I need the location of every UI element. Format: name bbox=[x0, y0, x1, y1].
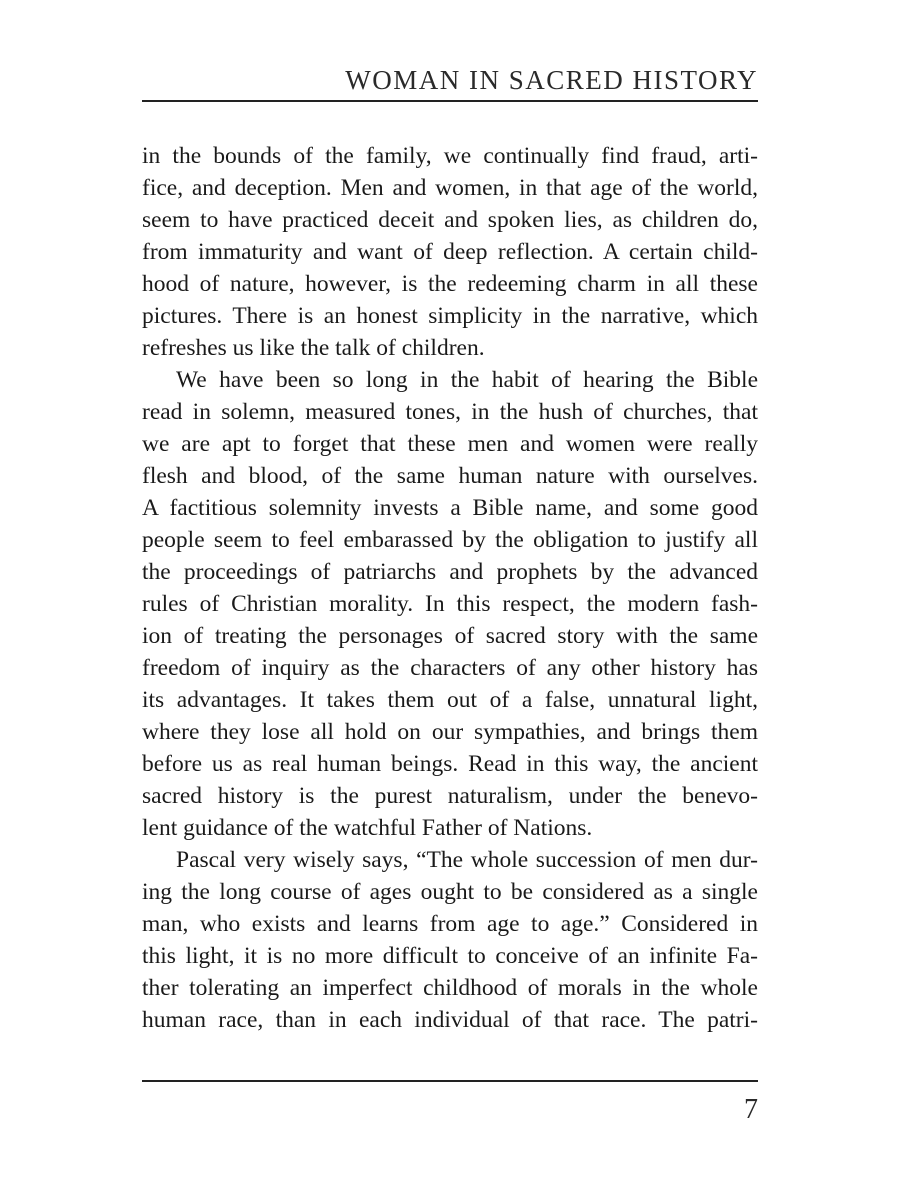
text-line: sacred history is the purest naturalism, under the benevo- bbox=[142, 783, 758, 809]
text-line: refreshes us like the talk of children. bbox=[142, 335, 485, 361]
text-line: we are apt to forget that these men and women were really bbox=[142, 431, 758, 457]
text-line: flesh and blood, of the same human nature with ourselves. bbox=[142, 463, 758, 489]
text-line: We have been so long in the habit of hearing the Bible bbox=[176, 367, 758, 393]
text-line: human race, than in each individual of that race. The patri- bbox=[142, 1007, 758, 1033]
text-line: people seem to feel embarassed by the obligation to justify all bbox=[142, 527, 758, 553]
text-line: ion of treating the personages of sacred story with the same bbox=[142, 623, 758, 649]
text-line: in the bounds of the family, we continually find fraud, arti- bbox=[142, 143, 758, 169]
page-number: 7 bbox=[744, 1094, 758, 1125]
text-line: man, who exists and learns from age to age.” Considered in bbox=[142, 911, 758, 937]
text-line: ing the long course of ages ought to be considered as a single bbox=[142, 879, 758, 905]
running-head-title: WOMAN IN SACRED HISTORY bbox=[345, 65, 758, 95]
text-line: pictures. There is an honest simplicity in the narrative, which bbox=[142, 303, 758, 329]
text-line: before us as real human beings. Read in this way, the ancient bbox=[142, 751, 758, 777]
text-line: this light, it is no more difficult to conceive of an infinite Fa- bbox=[142, 943, 758, 969]
text-line: fice, and deception. Men and women, in that age of the world, bbox=[142, 175, 758, 201]
text-line: rules of Christian morality. In this respect, the modern fash- bbox=[142, 591, 758, 617]
text-line: from immaturity and want of deep reflection. A certain child- bbox=[142, 239, 758, 265]
text-line: A factitious solemnity invests a Bible name, and some good bbox=[142, 495, 758, 521]
text-line: ther tolerating an imperfect childhood of morals in the whole bbox=[142, 975, 758, 1001]
text-line: where they lose all hold on our sympathies, and brings them bbox=[142, 719, 758, 745]
footer-rule bbox=[142, 1080, 758, 1082]
text-line: Pascal very wisely says, “The whole succession of men dur- bbox=[176, 847, 758, 873]
text-line: lent guidance of the watchful Father of Nations. bbox=[142, 815, 593, 841]
text-line: its advantages. It takes them out of a false, unnatural light, bbox=[142, 687, 758, 713]
text-line: hood of nature, however, is the redeeming charm in all these bbox=[142, 271, 758, 297]
text-line: the proceedings of patriarchs and prophets by the advanced bbox=[142, 559, 758, 585]
text-line: read in solemn, measured tones, in the hush of churches, that bbox=[142, 399, 758, 425]
text-line: seem to have practiced deceit and spoken lies, as children do, bbox=[142, 207, 758, 233]
text-line: freedom of inquiry as the characters of any other history has bbox=[142, 655, 758, 681]
header-rule bbox=[142, 100, 758, 102]
body-text bbox=[142, 140, 758, 1036]
